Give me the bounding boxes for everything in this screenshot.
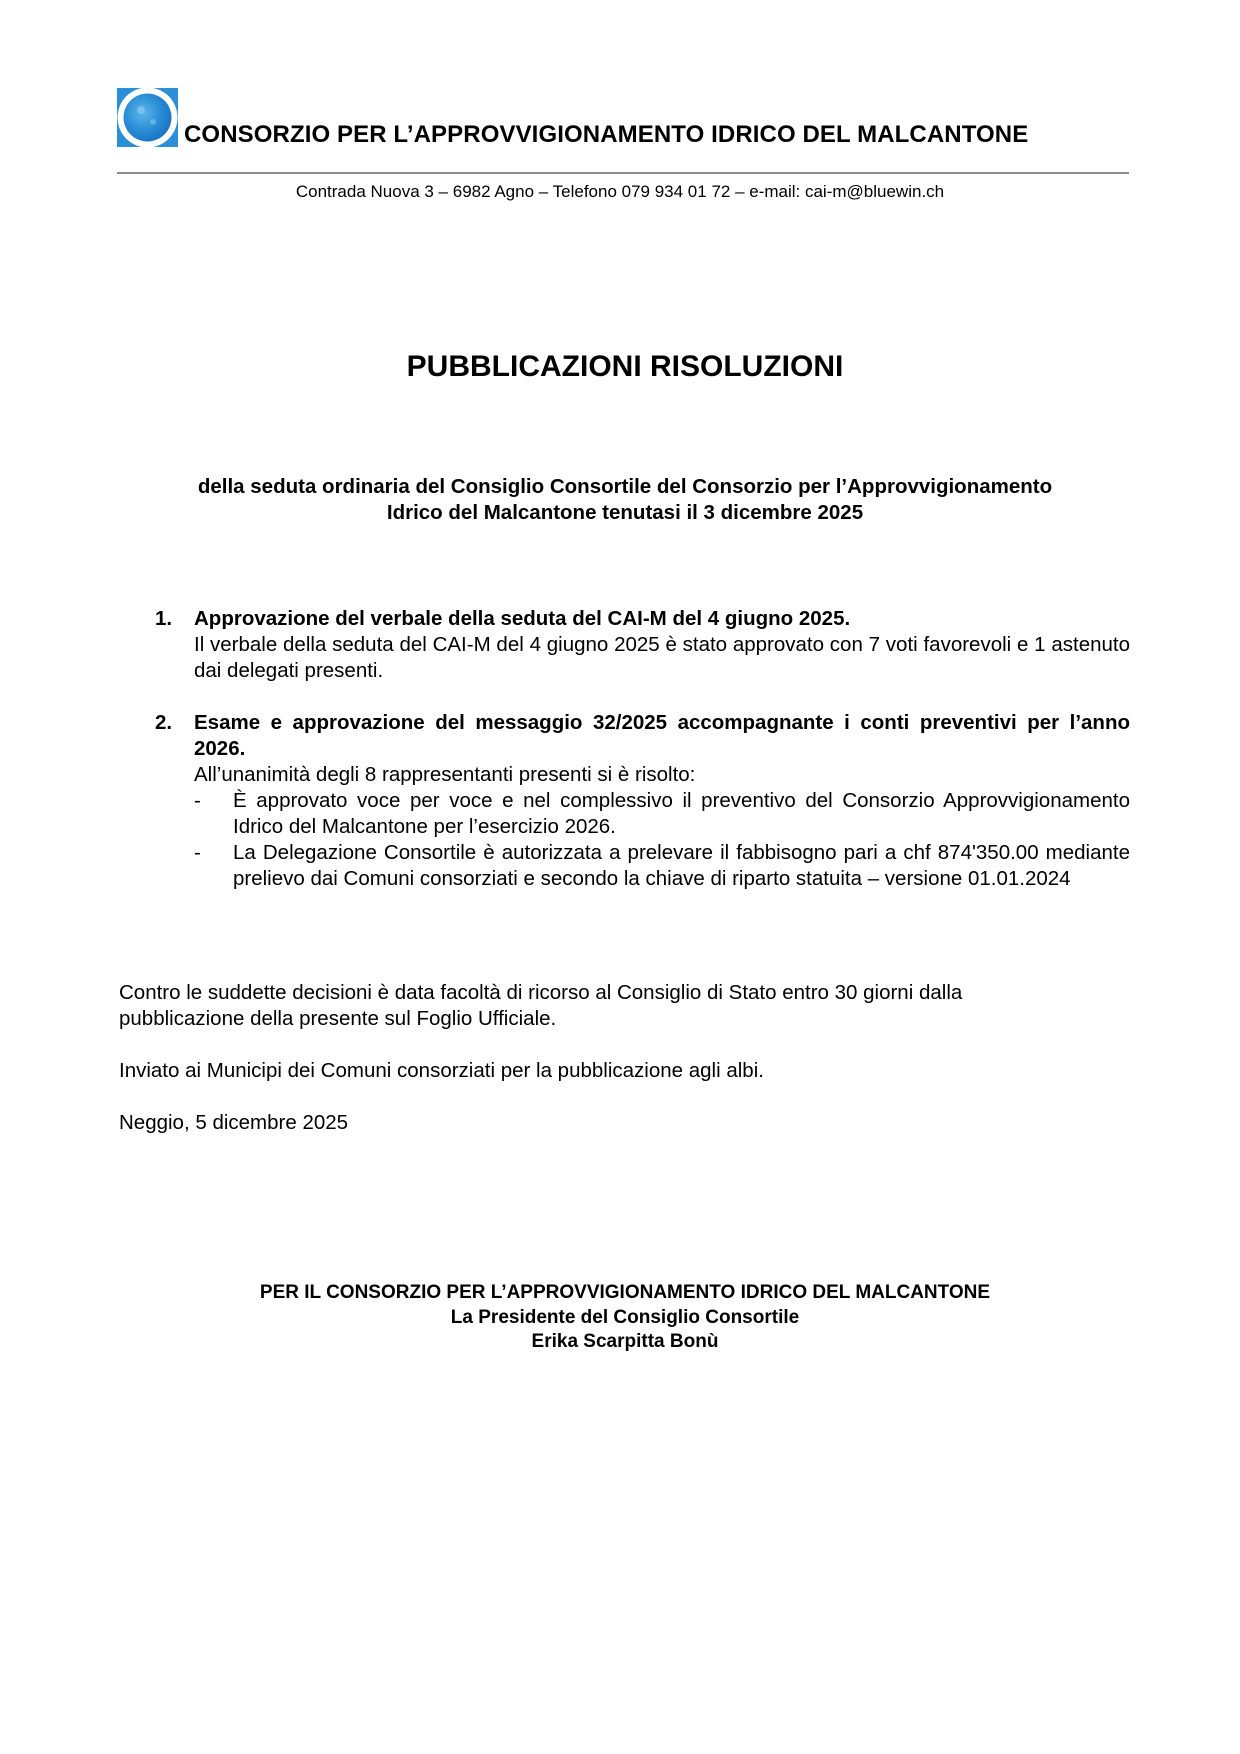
bullet-dash: -	[194, 789, 201, 812]
bullet-text: È approvato voce per voce e nel complessivo il preventivo del Consorzio Approvvigionamento Idrico del Malcantone per l’esercizio 2026.	[233, 789, 1130, 838]
item-body: Il verbale della seduta del CAI-M del 4 giugno 2025 è stato approvato con 7 voti favorevoli e 1 astenuto dai delegati presenti.	[194, 633, 1130, 682]
signature-role: La Presidente del Consiglio Consortile	[450, 1306, 800, 1328]
bullet-text: La Delegazione Consortile è autorizzata a prelevare il fabbisogno pari a chf 874'350.00 mediante prelievo dai Comuni consorziati e secondo la chiave di riparto statuita – versione 01.01.2024	[233, 841, 1130, 890]
organization-name: CONSORZIO PER L’APPROVVIGIONAMENTO IDRICO DEL MALCANTONE	[184, 121, 1029, 148]
item-heading: Esame e approvazione del messaggio 32/2025 accompagnante i conti preventivi per l’anno 2026.	[194, 711, 1130, 760]
water-drop-logo-icon	[117, 88, 178, 147]
bullet-item	[194, 840, 1130, 892]
distribution-note: Inviato ai Municipi dei Comuni consorziati per la pubblicazione agli albi.	[119, 1059, 764, 1082]
subtitle-line: Idrico del Malcantone tenutasi il 3 dicembre 2025	[386, 501, 864, 524]
bullet-item	[194, 788, 1130, 840]
resolution-item	[155, 710, 1130, 892]
document-subtitle	[120, 474, 1130, 526]
contact-address: Contrada Nuova 3 – 6982 Agno – Telefono 079 934 01 72 – e-mail: cai-m@bluewin.ch	[295, 182, 945, 201]
signature-name: Erika Scarpitta Bonù	[531, 1331, 719, 1352]
resolutions-list	[155, 606, 1130, 918]
appeal-notice: Contro le suddette decisioni è data facoltà di ricorso al Consiglio di Stato entro 30 giorni dalla pubblicazione della presente sul Foglio Ufficiale.	[119, 981, 963, 1030]
item-number: 2.	[155, 711, 173, 734]
item-body: All’unanimità degli 8 rappresentanti presenti si è risolto:	[194, 763, 696, 786]
signature-block	[0, 1281, 1240, 1355]
resolution-item	[155, 606, 1130, 684]
signature-organization: PER IL CONSORZIO PER L’APPROVVIGIONAMENTO IDRICO DEL MALCANTONE	[259, 1282, 991, 1303]
subtitle-line: della seduta ordinaria del Consiglio Consortile del Consorzio per l’Approvvigionamento	[197, 475, 1053, 498]
place-date: Neggio, 5 dicembre 2025	[119, 1111, 349, 1134]
header-divider	[117, 172, 1129, 174]
document-title: PUBBLICAZIONI RISOLUZIONI	[406, 350, 844, 383]
item-heading: Approvazione del verbale della seduta del CAI-M del 4 giugno 2025.	[194, 607, 851, 630]
item-number: 1.	[155, 607, 173, 630]
bullet-dash: -	[194, 841, 201, 864]
